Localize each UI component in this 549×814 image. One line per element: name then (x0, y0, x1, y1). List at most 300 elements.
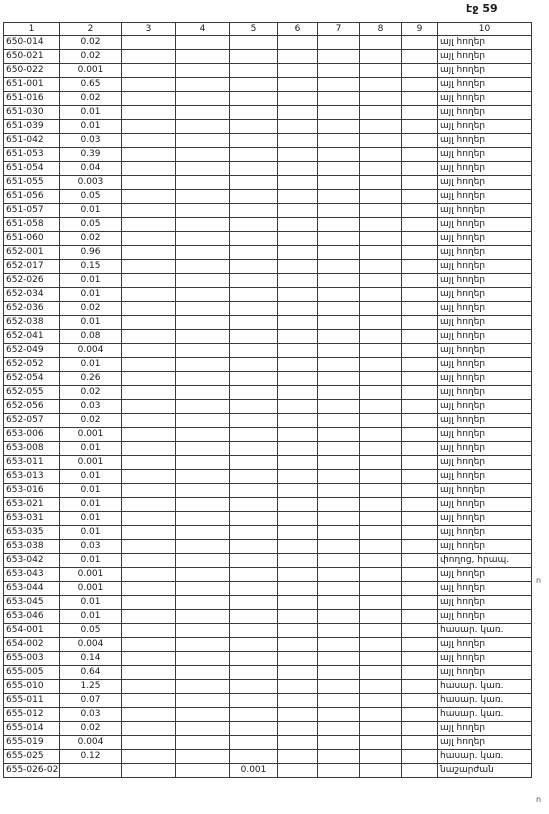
table-row (4, 456, 532, 470)
cell-col-5 (230, 64, 278, 78)
cell-col-2: 0.01 (60, 498, 122, 512)
cell-col-6 (278, 134, 318, 148)
column-header-4: 4 (176, 23, 230, 36)
cell-col-7 (318, 736, 360, 750)
cell-col-2: 0.65 (60, 78, 122, 92)
cell-col-8 (360, 442, 402, 456)
cell-col-3 (122, 288, 176, 302)
cell-col-7 (318, 344, 360, 358)
cell-col-2: 0.01 (60, 204, 122, 218)
cell-col-2: 0.02 (60, 232, 122, 246)
table-row (4, 134, 532, 148)
cell-col-3 (122, 540, 176, 554)
cell-col-8 (360, 120, 402, 134)
land-register-table (3, 22, 532, 778)
cell-col-9 (402, 484, 438, 498)
cell-col-3 (122, 274, 176, 288)
cell-col-10: այլ հողեր (438, 386, 532, 400)
cell-col-3 (122, 596, 176, 610)
cell-col-8 (360, 232, 402, 246)
table-row (4, 470, 532, 484)
cell-col-8 (360, 148, 402, 162)
table-row (4, 652, 532, 666)
cell-col-6 (278, 78, 318, 92)
cell-col-9 (402, 330, 438, 344)
cell-col-5 (230, 78, 278, 92)
cell-col-3 (122, 302, 176, 316)
cell-col-6 (278, 428, 318, 442)
cell-col-6 (278, 358, 318, 372)
cell-col-7 (318, 708, 360, 722)
cell-col-8 (360, 36, 402, 50)
cell-col-7 (318, 582, 360, 596)
cell-col-7 (318, 316, 360, 330)
table-row (4, 736, 532, 750)
cell-col-5: 0.001 (230, 764, 278, 778)
cell-col-2: 1.25 (60, 680, 122, 694)
cell-col-7 (318, 470, 360, 484)
table-row (4, 344, 532, 358)
cell-col-1: 651-039 (4, 120, 60, 134)
cell-col-6 (278, 162, 318, 176)
table-row (4, 484, 532, 498)
cell-col-3 (122, 582, 176, 596)
table-row (4, 302, 532, 316)
cell-col-8 (360, 358, 402, 372)
cell-col-6 (278, 722, 318, 736)
cell-col-8 (360, 540, 402, 554)
cell-col-5 (230, 330, 278, 344)
cell-col-1: 652-038 (4, 316, 60, 330)
cell-col-3 (122, 330, 176, 344)
cell-col-8 (360, 176, 402, 190)
cell-col-2: 0.96 (60, 246, 122, 260)
cell-col-10: այլ հողեր (438, 64, 532, 78)
cell-col-8 (360, 680, 402, 694)
cell-col-8 (360, 316, 402, 330)
cell-col-10: այլ հողեր (438, 274, 532, 288)
cell-col-8 (360, 218, 402, 232)
table-row (4, 554, 532, 568)
cell-col-6 (278, 484, 318, 498)
cell-col-5 (230, 526, 278, 540)
cell-col-6 (278, 442, 318, 456)
cell-col-1: 653-042 (4, 554, 60, 568)
cell-col-3 (122, 260, 176, 274)
cell-col-9 (402, 288, 438, 302)
cell-col-8 (360, 470, 402, 484)
cell-col-9 (402, 652, 438, 666)
cell-col-1: 655-010 (4, 680, 60, 694)
cell-col-6 (278, 414, 318, 428)
cell-col-1: 651-057 (4, 204, 60, 218)
cell-col-2: 0.15 (60, 260, 122, 274)
cell-col-3 (122, 722, 176, 736)
cell-col-8 (360, 50, 402, 64)
cell-col-2: 0.04 (60, 162, 122, 176)
cell-col-10: այլ հողեր (438, 288, 532, 302)
cell-col-6 (278, 50, 318, 64)
cell-col-8 (360, 456, 402, 470)
cell-col-1: 650-022 (4, 64, 60, 78)
cell-col-5 (230, 442, 278, 456)
cell-col-2: 0.14 (60, 652, 122, 666)
page-number-label: էջ 59 (466, 2, 498, 15)
cell-col-1: 652-049 (4, 344, 60, 358)
cell-col-3 (122, 316, 176, 330)
cell-col-1: 651-053 (4, 148, 60, 162)
cell-col-1: 653-043 (4, 568, 60, 582)
cell-col-9 (402, 540, 438, 554)
cell-col-2: 0.01 (60, 358, 122, 372)
cell-col-7 (318, 610, 360, 624)
cell-col-1: 653-038 (4, 540, 60, 554)
cell-col-4 (176, 624, 230, 638)
cell-col-3 (122, 358, 176, 372)
cell-col-9 (402, 176, 438, 190)
cell-col-10: հասար. կառ. (438, 750, 532, 764)
cell-col-4 (176, 582, 230, 596)
cell-col-7 (318, 274, 360, 288)
cell-col-1: 653-008 (4, 442, 60, 456)
cell-col-9 (402, 50, 438, 64)
cell-col-7 (318, 302, 360, 316)
cell-col-10: այլ հողեր (438, 78, 532, 92)
cell-col-6 (278, 624, 318, 638)
cell-col-10: այլ հողեր (438, 120, 532, 134)
cell-col-8 (360, 260, 402, 274)
cell-col-4 (176, 498, 230, 512)
cell-col-10: հասար. կառ. (438, 708, 532, 722)
cell-col-1: 652-054 (4, 372, 60, 386)
cell-col-3 (122, 120, 176, 134)
cell-col-7 (318, 638, 360, 652)
cell-col-5 (230, 162, 278, 176)
cell-col-10: այլ հողեր (438, 176, 532, 190)
cell-col-9 (402, 344, 438, 358)
cell-col-3 (122, 64, 176, 78)
cell-col-7 (318, 680, 360, 694)
cell-col-9 (402, 736, 438, 750)
cell-col-2: 0.004 (60, 344, 122, 358)
column-header-8: 8 (360, 23, 402, 36)
cell-col-9 (402, 358, 438, 372)
table-row (4, 400, 532, 414)
cell-col-6 (278, 694, 318, 708)
table-row (4, 204, 532, 218)
cell-col-8 (360, 246, 402, 260)
cell-col-7 (318, 666, 360, 680)
cell-col-6 (278, 106, 318, 120)
cell-col-6 (278, 498, 318, 512)
cell-col-2: 0.001 (60, 428, 122, 442)
cell-col-10: այլ հողեր (438, 50, 532, 64)
cell-col-7 (318, 372, 360, 386)
cell-col-6 (278, 680, 318, 694)
cell-col-5 (230, 218, 278, 232)
cell-col-5 (230, 372, 278, 386)
cell-col-2: 0.26 (60, 372, 122, 386)
cell-col-4 (176, 652, 230, 666)
cell-col-4 (176, 148, 230, 162)
table-row (4, 358, 532, 372)
cell-col-3 (122, 554, 176, 568)
cell-col-10: այլ հողեր (438, 190, 532, 204)
cell-col-1: 653-046 (4, 610, 60, 624)
cell-col-1: 655-025 (4, 750, 60, 764)
cell-col-6 (278, 372, 318, 386)
cell-col-4 (176, 134, 230, 148)
cell-col-8 (360, 568, 402, 582)
table-row (4, 190, 532, 204)
cell-col-8 (360, 106, 402, 120)
cell-col-6 (278, 148, 318, 162)
cell-col-1: 652-056 (4, 400, 60, 414)
cell-col-9 (402, 190, 438, 204)
cell-col-10: այլ հողեր (438, 134, 532, 148)
cell-col-8 (360, 204, 402, 218)
cell-col-6 (278, 316, 318, 330)
cell-col-6 (278, 708, 318, 722)
cell-col-5 (230, 274, 278, 288)
cell-col-9 (402, 302, 438, 316)
cell-col-2: 0.05 (60, 218, 122, 232)
cell-col-9 (402, 120, 438, 134)
cell-col-4 (176, 50, 230, 64)
cell-col-6 (278, 36, 318, 50)
cell-col-2: 0.03 (60, 708, 122, 722)
cell-col-1: 651-016 (4, 92, 60, 106)
cell-col-2: 0.12 (60, 750, 122, 764)
cell-col-8 (360, 302, 402, 316)
table-row (4, 120, 532, 134)
cell-col-9 (402, 610, 438, 624)
cell-col-8 (360, 428, 402, 442)
cell-col-8 (360, 372, 402, 386)
cell-col-7 (318, 484, 360, 498)
cell-col-1: 650-021 (4, 50, 60, 64)
cell-col-7 (318, 64, 360, 78)
cell-col-2: 0.01 (60, 274, 122, 288)
cell-col-7 (318, 456, 360, 470)
cell-col-8 (360, 736, 402, 750)
cell-col-9 (402, 64, 438, 78)
cell-col-7 (318, 148, 360, 162)
cell-col-2: 0.64 (60, 666, 122, 680)
cell-col-8 (360, 526, 402, 540)
cell-col-3 (122, 708, 176, 722)
table-row (4, 526, 532, 540)
cell-col-1: 655-011 (4, 694, 60, 708)
cell-col-9 (402, 204, 438, 218)
cell-col-2: 0.01 (60, 512, 122, 526)
cell-col-8 (360, 288, 402, 302)
cell-col-4 (176, 596, 230, 610)
cell-col-6 (278, 400, 318, 414)
column-header-2: 2 (60, 23, 122, 36)
cell-col-8 (360, 652, 402, 666)
cell-col-4 (176, 120, 230, 134)
cell-col-1: 655-005 (4, 666, 60, 680)
column-header-5: 5 (230, 23, 278, 36)
cell-col-1: 653-021 (4, 498, 60, 512)
table-row (4, 218, 532, 232)
cell-col-5 (230, 428, 278, 442)
cell-col-1: 650-014 (4, 36, 60, 50)
cell-col-4 (176, 666, 230, 680)
cell-col-4 (176, 456, 230, 470)
cell-col-7 (318, 134, 360, 148)
column-header-1: 1 (4, 23, 60, 36)
cell-col-3 (122, 414, 176, 428)
cell-col-3 (122, 344, 176, 358)
cell-col-10: հասար. կառ. (438, 680, 532, 694)
table-row (4, 274, 532, 288)
cell-col-6 (278, 582, 318, 596)
cell-col-3 (122, 78, 176, 92)
cell-col-4 (176, 680, 230, 694)
cell-col-3 (122, 246, 176, 260)
cell-col-1: 652-036 (4, 302, 60, 316)
cell-col-5 (230, 498, 278, 512)
cell-col-8 (360, 92, 402, 106)
cell-col-5 (230, 232, 278, 246)
cell-col-6 (278, 750, 318, 764)
cell-col-10: այլ հողեր (438, 484, 532, 498)
cell-col-8 (360, 554, 402, 568)
cell-col-4 (176, 92, 230, 106)
cell-col-5 (230, 400, 278, 414)
cell-col-8 (360, 666, 402, 680)
cell-col-1: 652-034 (4, 288, 60, 302)
cell-col-9 (402, 568, 438, 582)
table-row (4, 666, 532, 680)
cell-col-8 (360, 638, 402, 652)
cell-col-2: 0.08 (60, 330, 122, 344)
cell-col-9 (402, 666, 438, 680)
cell-col-6 (278, 218, 318, 232)
cell-col-3 (122, 372, 176, 386)
cell-col-3 (122, 764, 176, 778)
cell-col-1: 655-003 (4, 652, 60, 666)
table-row (4, 36, 532, 50)
cell-col-10: այլ հողեր (438, 498, 532, 512)
cell-col-2: 0.001 (60, 568, 122, 582)
cell-col-3 (122, 526, 176, 540)
cell-col-9 (402, 526, 438, 540)
cell-col-10: այլ հողեր (438, 162, 532, 176)
cell-col-2: 0.03 (60, 540, 122, 554)
cell-col-7 (318, 176, 360, 190)
cell-col-4 (176, 316, 230, 330)
cell-col-5 (230, 50, 278, 64)
cell-col-3 (122, 498, 176, 512)
cell-col-7 (318, 92, 360, 106)
cell-col-10: նաշարժան (438, 764, 532, 778)
cell-col-7 (318, 246, 360, 260)
cell-col-5 (230, 92, 278, 106)
cell-col-4 (176, 344, 230, 358)
cell-col-4 (176, 78, 230, 92)
cell-col-9 (402, 722, 438, 736)
cell-col-8 (360, 162, 402, 176)
column-header-9: 9 (402, 23, 438, 36)
cell-col-6 (278, 190, 318, 204)
cell-col-3 (122, 400, 176, 414)
cell-col-4 (176, 358, 230, 372)
table-row (4, 148, 532, 162)
cell-col-2: 0.01 (60, 470, 122, 484)
cell-col-5 (230, 554, 278, 568)
cell-col-1: 652-026 (4, 274, 60, 288)
cell-col-9 (402, 680, 438, 694)
cell-col-10: փողոց, հրապ. (438, 554, 532, 568)
cell-col-7 (318, 400, 360, 414)
cell-col-1: 655-019 (4, 736, 60, 750)
cell-col-4 (176, 442, 230, 456)
cell-col-3 (122, 512, 176, 526)
cell-col-4 (176, 526, 230, 540)
cell-col-5 (230, 302, 278, 316)
cell-col-9 (402, 414, 438, 428)
table-row (4, 288, 532, 302)
cell-col-5 (230, 316, 278, 330)
cell-col-3 (122, 50, 176, 64)
cell-col-6 (278, 246, 318, 260)
cell-col-3 (122, 428, 176, 442)
cell-col-9 (402, 106, 438, 120)
cell-col-7 (318, 652, 360, 666)
cell-col-8 (360, 78, 402, 92)
cell-col-7 (318, 554, 360, 568)
cell-col-7 (318, 428, 360, 442)
cell-col-7 (318, 568, 360, 582)
table-row (4, 596, 532, 610)
cell-col-5 (230, 736, 278, 750)
cell-col-4 (176, 736, 230, 750)
cell-col-7 (318, 50, 360, 64)
cell-col-5 (230, 652, 278, 666)
cell-col-4 (176, 204, 230, 218)
cell-col-2: 0.01 (60, 120, 122, 134)
cell-col-9 (402, 400, 438, 414)
cell-col-5 (230, 624, 278, 638)
cell-col-1: 654-001 (4, 624, 60, 638)
cell-col-3 (122, 106, 176, 120)
cell-col-3 (122, 148, 176, 162)
cell-col-10: այլ հողեր (438, 652, 532, 666)
column-header-6: 6 (278, 23, 318, 36)
table-row (4, 162, 532, 176)
cell-col-7 (318, 232, 360, 246)
cell-col-2: 0.003 (60, 176, 122, 190)
cell-col-1: 652-001 (4, 246, 60, 260)
cell-col-1: 654-002 (4, 638, 60, 652)
table-row (4, 610, 532, 624)
cell-col-9 (402, 92, 438, 106)
cell-col-7 (318, 498, 360, 512)
cell-col-2: 0.001 (60, 64, 122, 78)
cell-col-7 (318, 624, 360, 638)
table-row (4, 624, 532, 638)
cell-col-9 (402, 274, 438, 288)
cell-col-10: այլ հողեր (438, 372, 532, 386)
cell-col-6 (278, 666, 318, 680)
cell-col-10: այլ հողեր (438, 148, 532, 162)
cell-col-9 (402, 428, 438, 442)
table-row (4, 386, 532, 400)
cell-col-2: 0.02 (60, 302, 122, 316)
